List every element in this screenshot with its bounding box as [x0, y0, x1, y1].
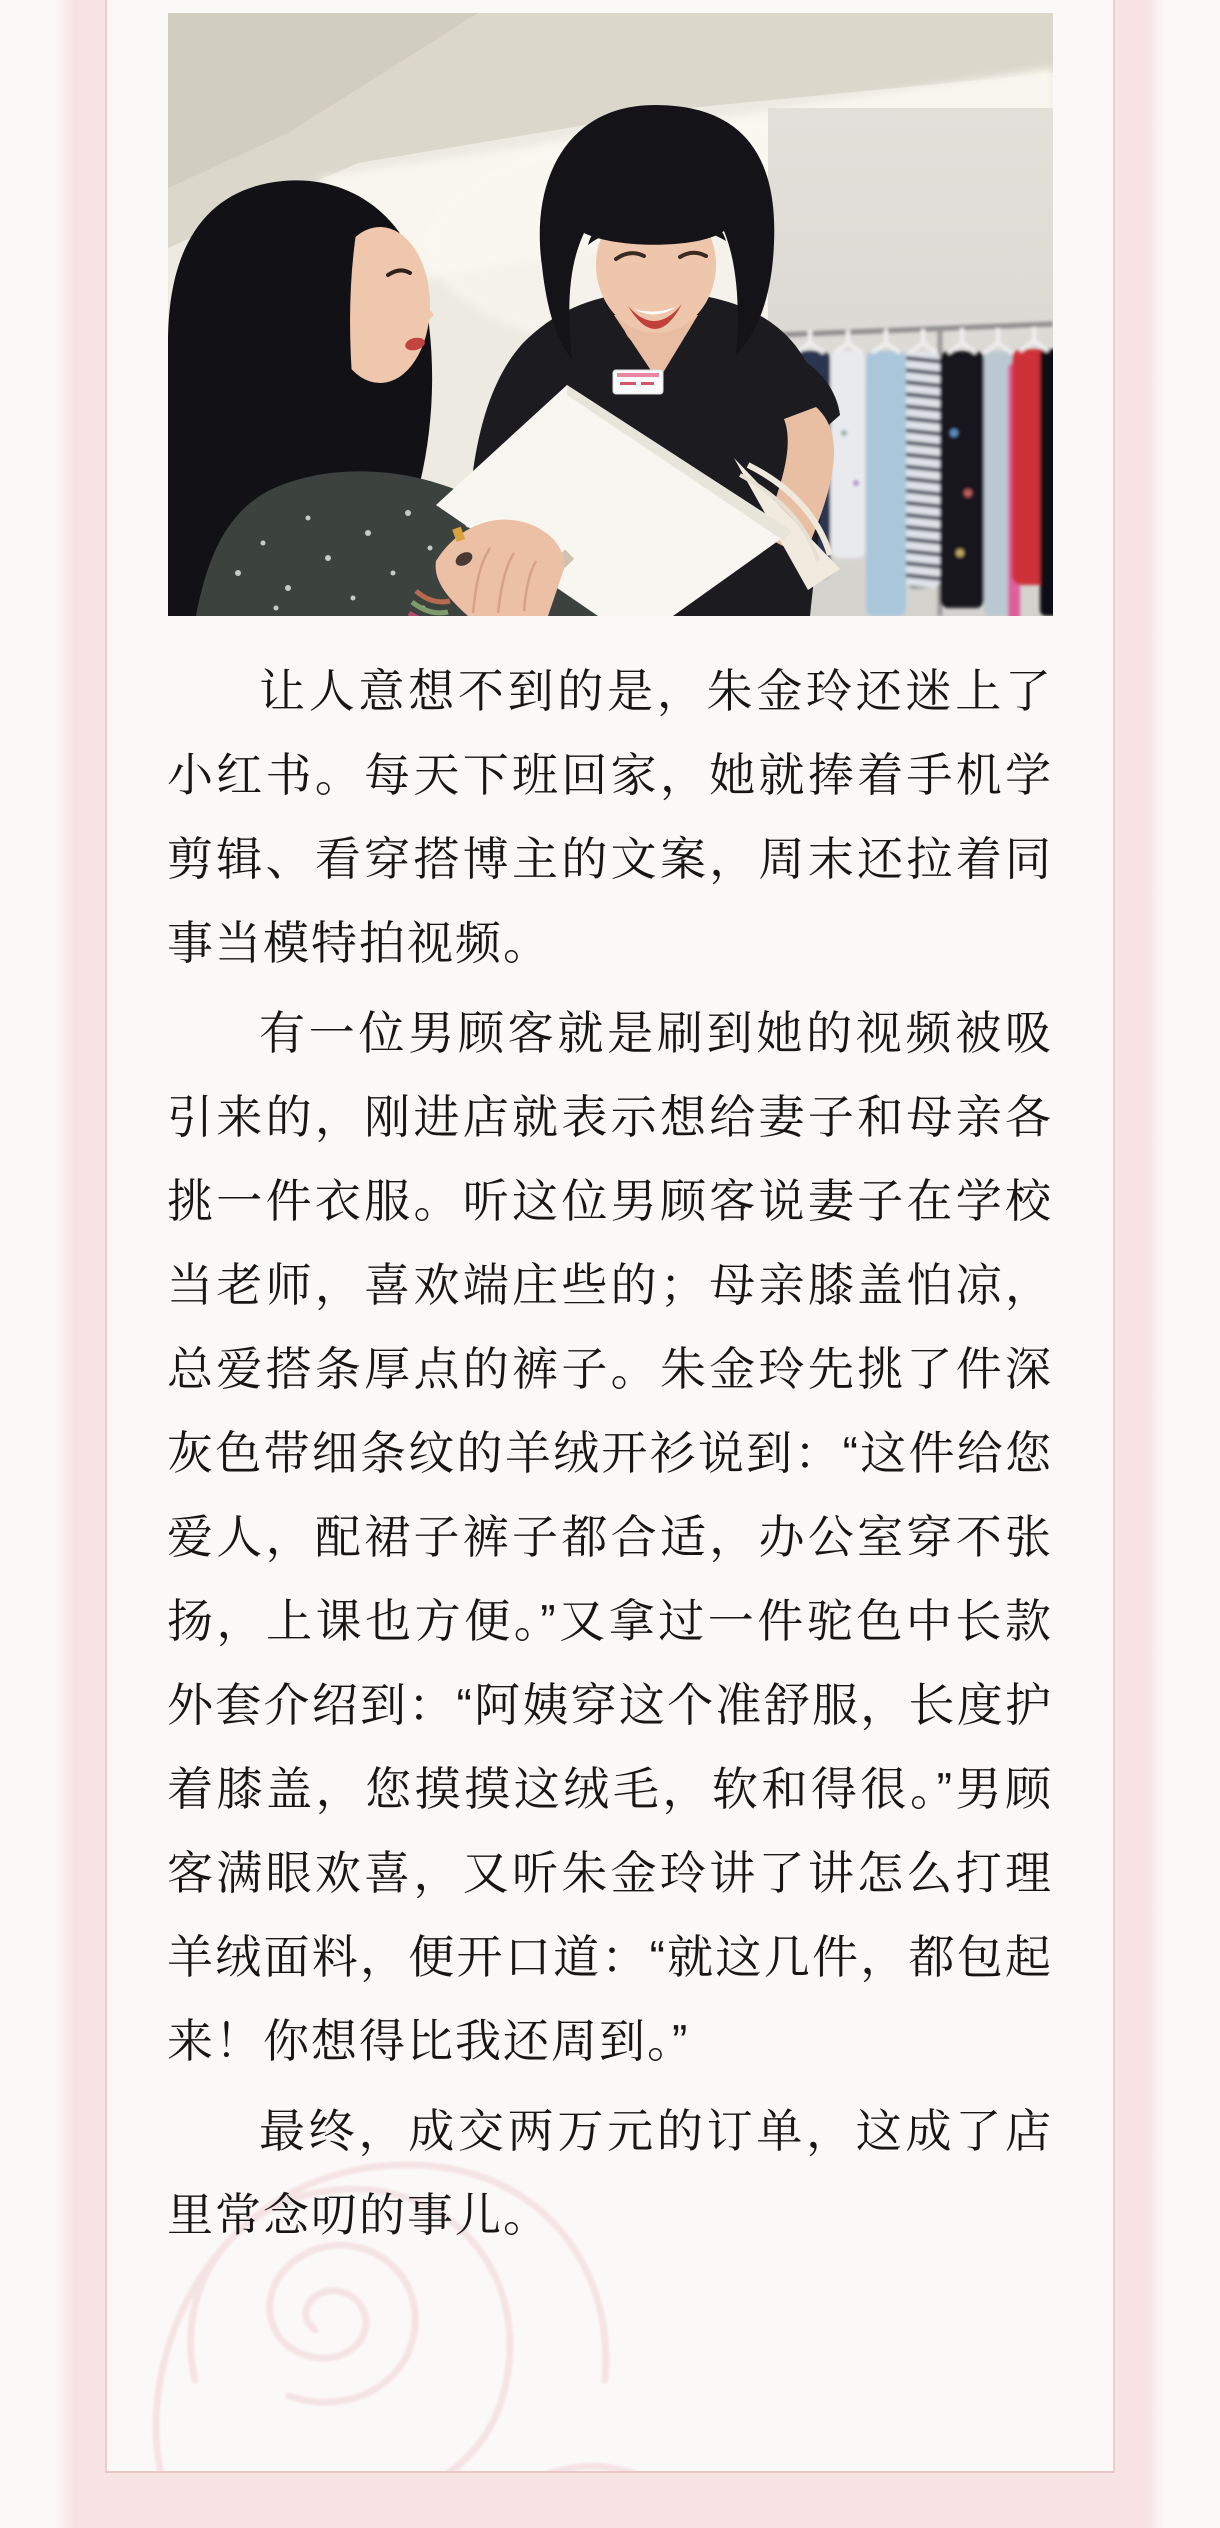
name-badge [613, 370, 663, 394]
article-card [105, 0, 1115, 2473]
article-paragraph: 最终，成交两万元的订单，这成了店里常念叨的事儿。 [167, 2105, 1053, 2241]
boutique-photo-illustration [168, 13, 1053, 616]
article-body [167, 649, 1053, 2257]
boutique-photo[interactable] [168, 13, 1053, 616]
article-paragraph: 让人意想不到的是，朱金玲还迷上了小红书。每天下班回家，她就捧着手机学剪辑、看穿搭博主的文案，周末还拉着同事当模特拍视频。 [167, 665, 1053, 969]
article-paragraph: 有一位男顾客就是刷到她的视频被吸引来的，刚进店就表示想给妻子和母亲各挑一件衣服。听这位男顾客说妻子在学校当老师，喜欢端庄些的；母亲膝盖怕凉，总爱搭条厚点的裤子。朱金玲先挑了件深灰色带细条纹的羊绒开衫说到：“这件给您爱人，配裙子裤子都合适，办公室穿不张扬，上课也方便。”又拿过一件驼色中长款外套介绍到：“阿姨穿这个准舒服，长度护着膝盖，您摸摸这绒毛，软和得很。”男顾客满眼欢喜，又听朱金玲讲了讲怎么打理羊绒面料，便开口道：“就这几件，都包起来！你想得比我还周到。” [167, 1007, 1053, 2067]
